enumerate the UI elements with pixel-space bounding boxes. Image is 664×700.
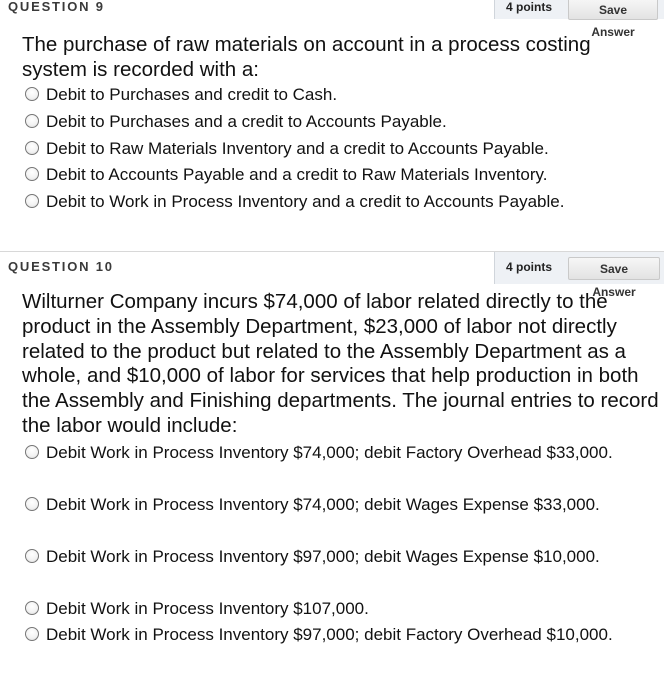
radio-button[interactable]	[25, 601, 39, 615]
q10-option-5[interactable]	[25, 622, 636, 649]
q9-save-answer-button[interactable]: Save Answer	[568, 0, 658, 20]
q10-header	[0, 251, 664, 282]
q9-option-4[interactable]	[25, 162, 636, 189]
q10-question-text: Wilturner Company incurs $74,000 of labor related directly to the product in the Assembly Department, $23,000 of labor not directly related to the product but related to the Assembly Department as a whole, and $10,000 of labor for services that help production in both the Assembly and Finishing departments. The journal entries to record the labor would include:	[22, 290, 659, 437]
q10-option-4[interactable]	[25, 596, 636, 623]
radio-button[interactable]	[25, 194, 39, 208]
q9-points: 4 points	[506, 0, 553, 14]
q10-option-3[interactable]	[25, 544, 636, 571]
radio-button[interactable]	[25, 549, 39, 563]
option-label: Debit Work in Process Inventory $97,000; debit Wages Expense $10,000.	[46, 547, 600, 566]
option-label: Debit to Work in Process Inventory and a credit to Accounts Payable.	[46, 192, 565, 211]
radio-button[interactable]	[25, 167, 39, 181]
option-label: Debit Work in Process Inventory $74,000; debit Wages Expense $33,000.	[46, 495, 600, 514]
q10-title: QUESTION 10	[8, 259, 114, 274]
option-label: Debit Work in Process Inventory $107,000.	[46, 599, 369, 618]
radio-button[interactable]	[25, 627, 39, 641]
option-label: Debit Work in Process Inventory $97,000; debit Factory Overhead $10,000.	[46, 625, 613, 644]
q10-option-2[interactable]	[25, 492, 636, 519]
option-label: Debit to Purchases and credit to Cash.	[46, 85, 338, 104]
q10-option-1[interactable]	[25, 440, 636, 467]
q9-option-5[interactable]	[25, 189, 636, 216]
option-label: Debit to Purchases and a credit to Accounts Payable.	[46, 112, 447, 131]
q10-points: 4 points	[506, 260, 553, 274]
radio-button[interactable]	[25, 141, 39, 155]
radio-button[interactable]	[25, 497, 39, 511]
q10-save-answer-button[interactable]: Save Answer	[568, 257, 660, 280]
q9-option-2[interactable]	[25, 109, 636, 136]
q9-option-3[interactable]	[25, 136, 636, 163]
q9-question-text: The purchase of raw materials on account in a process costing system is recorded with a:	[22, 33, 591, 81]
option-label: Debit Work in Process Inventory $74,000; debit Factory Overhead $33,000.	[46, 443, 613, 462]
option-label: Debit to Raw Materials Inventory and a credit to Accounts Payable.	[46, 139, 549, 158]
q9-header	[0, 0, 664, 17]
option-label: Debit to Accounts Payable and a credit to Raw Materials Inventory.	[46, 165, 548, 184]
radio-button[interactable]	[25, 445, 39, 459]
radio-button[interactable]	[25, 114, 39, 128]
radio-button[interactable]	[25, 87, 39, 101]
q9-title: QUESTION 9	[8, 0, 105, 14]
q9-option-1[interactable]	[25, 82, 636, 109]
